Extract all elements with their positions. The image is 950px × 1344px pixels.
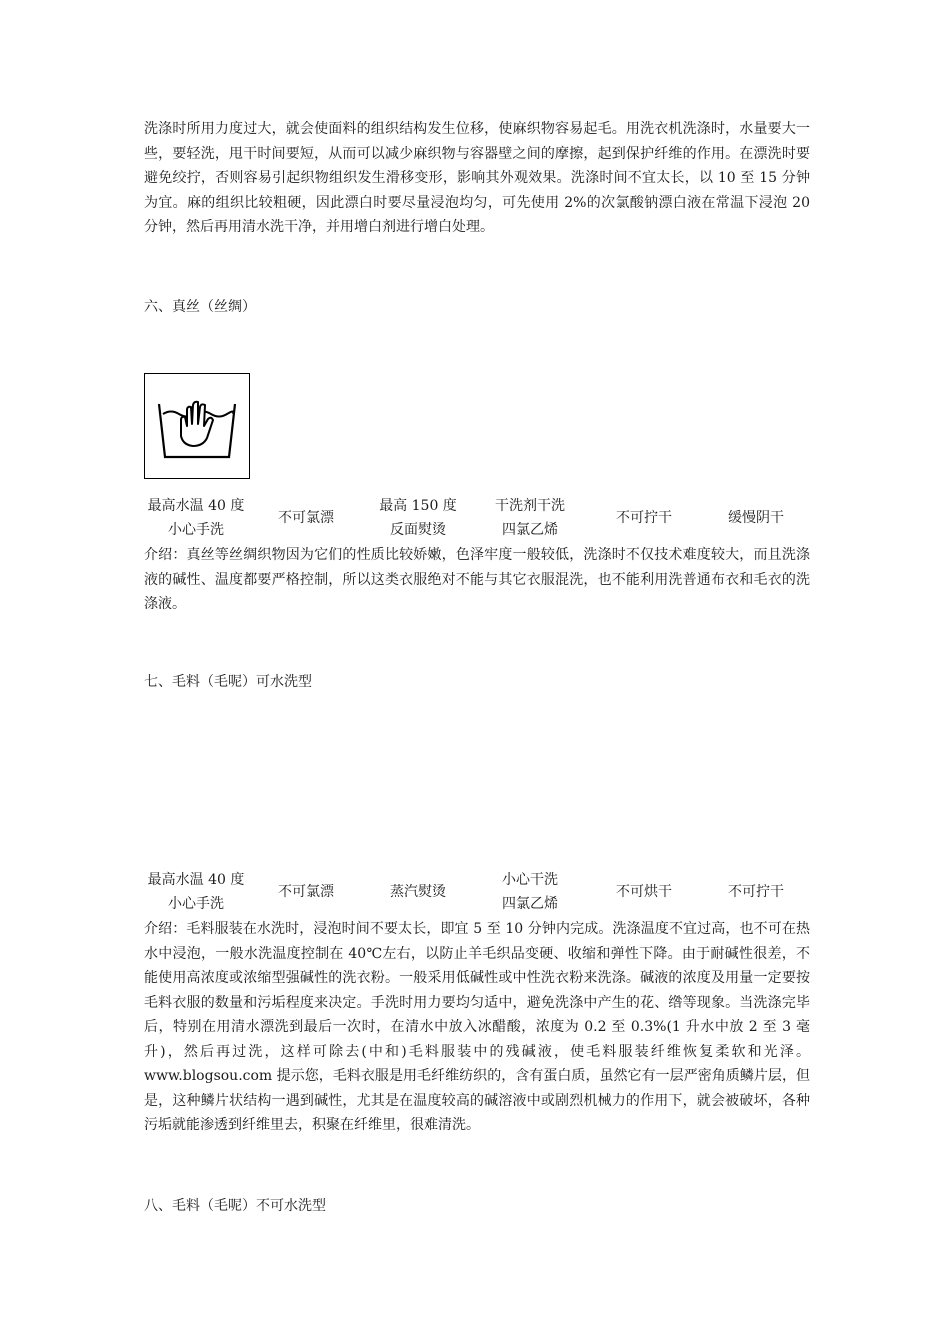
care-label: 最高水温 40 度 小心手洗 — [147, 872, 245, 912]
wool-intro-paragraph: 介绍：毛料服装在水洗时，浸泡时间不要太长，即宜 5 至 10 分钟内完成。洗涤温度不宜过高，也不可在热水中浸泡，一般水洗温度控制在 40℃左右，以防止羊毛织品变硬、收缩和弹性下降。由于耐碱性很差，不能使用高浓度或浓缩型强碱性的洗衣粉。一般采用低碱性或中性洗衣粉来洗涤。碱液的浓度及用量一定要按毛料衣服的数量和污垢程度来决定。手洗时用力要均匀适中，避免洗涤中产生的花、绺等现象。当洗涤完毕后，特别在用清水漂洗到最后一次时，在清水中放入冰醋酸，浓度为 0.2 至 0.3%(1 升水中放 2 至 3 毫升)，然后再过洗，这样可除去(中和)毛料服装中的残碱液，使毛料服装纤维恢复柔软和光泽。www.blogsou.com 提示您，毛料衣服是用毛纤维纺织的，含有蛋白质，虽然它有一层严密角质鳞片层，但是，这种鳞片状结构一遇到碱性，尤其是在温度较高的碱溶液中或剧烈机械力的作用下，就会被破坏，各种污垢就能渗透到纤维里去，积聚在纤维里，很难清洗。 — [144, 921, 810, 1133]
silk-care-instructions — [140, 492, 820, 544]
wool-care-instructions — [140, 866, 820, 918]
care-label: 蒸汽熨烫 — [390, 884, 446, 900]
linen-washing-paragraph: 洗涤时所用力度过大，就会使面料的组织结构发生位移，使麻织物容易起毛。用洗衣机洗涤时，水量要大一些，要轻洗，甩干时间要短，从而可以减少麻织物与容器壁之间的摩擦，起到保护纤维的作用。在漂洗时要避免绞拧，否则容易引起织物组织发生滑移变形，影响其外观效果。洗涤时间不宜太长，以 10 至 15 分钟为宜。麻的组织比较粗硬，因此漂白时要尽量浸泡均匀，可先使用 2%的次氯酸钠漂白液在常温下浸泡 20 分钟，然后再用清水洗干净，并用增白剂进行增白处理。 — [144, 121, 810, 235]
care-label: 不可氯漂 — [278, 884, 334, 900]
care-label: 干洗剂干洗 四氯乙烯 — [495, 498, 565, 538]
care-label: 不可拧干 — [728, 884, 784, 900]
care-label: 缓慢阴干 — [728, 510, 784, 526]
care-label: 不可氯漂 — [278, 510, 334, 526]
silk-intro-paragraph: 介绍：真丝等丝绸织物因为它们的性质比较娇嫩，色泽牢度一般较低，洗涤时不仅技术难度较大，而且洗涤液的碱性、温度都要严格控制，所以这类衣服绝对不能与其它衣服混洗，也不能利用洗普通布衣和毛衣的洗涤液。 — [144, 547, 810, 612]
care-label: 最高 150 度 反面熨烫 — [379, 498, 457, 538]
care-label: 最高水温 40 度 小心手洗 — [147, 498, 245, 538]
care-label: 不可拧干 — [616, 510, 672, 526]
section-heading-silk: 六、真丝（丝绸） — [144, 299, 256, 315]
care-label: 不可烘干 — [616, 884, 672, 900]
section-heading-wool-dry-clean: 八、毛料（毛呢）不可水洗型 — [144, 1198, 326, 1214]
hand-wash-symbol-drawing — [145, 374, 249, 478]
section-heading-wool-washable: 七、毛料（毛呢）可水洗型 — [144, 674, 312, 690]
care-label: 小心干洗 四氯乙烯 — [502, 872, 558, 912]
hand-wash-tub-icon — [144, 373, 250, 479]
